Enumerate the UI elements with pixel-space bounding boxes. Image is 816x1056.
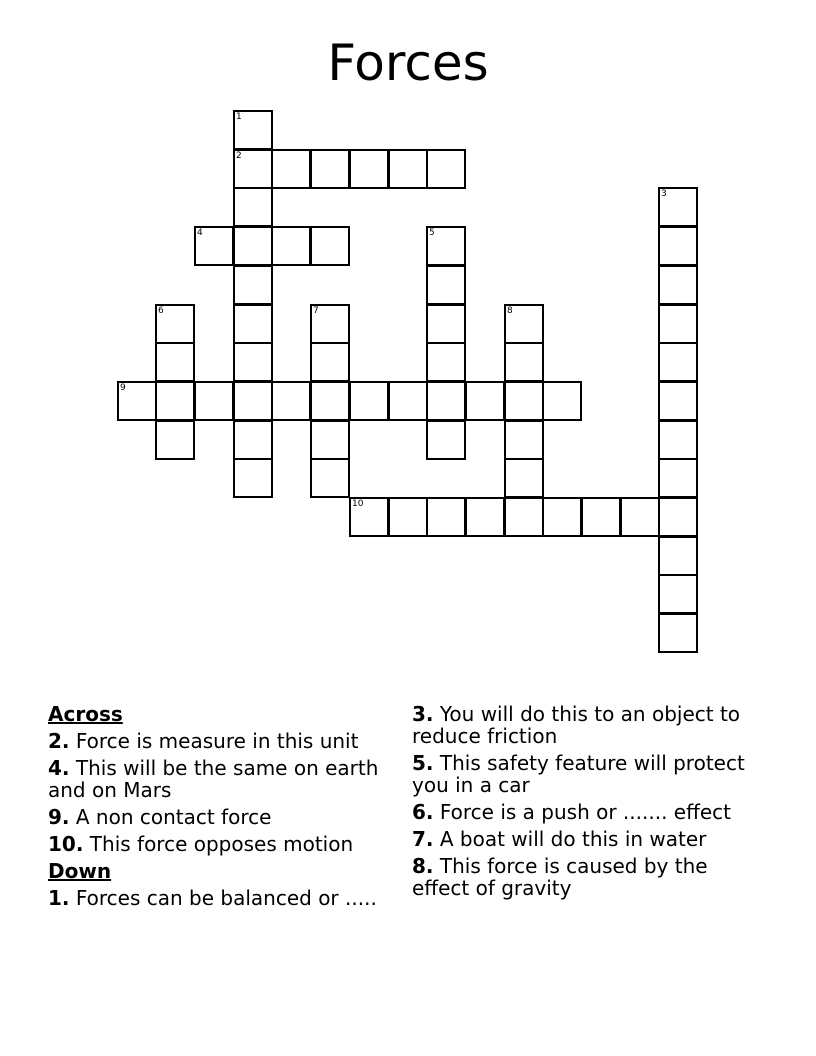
clue-number: 4. [48,756,70,780]
cell-number: 3 [661,189,667,199]
crossword-cell[interactable] [155,342,195,382]
clue-number: 8. [412,854,434,878]
crossword-cell[interactable] [233,187,273,227]
crossword-cell[interactable] [155,381,195,421]
crossword-cell[interactable] [658,226,698,266]
cell-number: 9 [120,383,126,393]
clue-text: This will be the same on earth and on Mars [48,756,379,802]
clue-text: This force is caused by the effect of gravity [412,854,708,900]
crossword-cell[interactable] [233,149,273,189]
clue-item [48,806,393,828]
crossword-cell[interactable] [504,420,544,460]
clue-number: 3. [412,702,434,726]
clue-text: Force is a push or ....... effect [433,800,732,824]
clue-number: 5. [412,751,434,775]
cell-number: 4 [197,228,203,238]
cell-number: 8 [507,306,513,316]
clue-item [48,887,393,909]
crossword-cell[interactable] [658,613,698,653]
clue-item [412,828,762,850]
clue-number: 7. [412,827,434,851]
crossword-cell[interactable] [271,381,311,421]
cell-number: 10 [352,499,364,509]
crossword-cell[interactable] [542,381,582,421]
across-heading: Across [48,702,123,726]
crossword-cell[interactable] [233,304,273,344]
crossword-cell[interactable] [426,304,466,344]
crossword-cell[interactable] [117,381,157,421]
crossword-cell[interactable] [658,497,698,537]
crossword-cell[interactable] [271,226,311,266]
crossword-cell[interactable] [388,381,428,421]
across-clue-list [48,730,393,855]
clue-item [48,833,393,855]
clue-item [48,730,393,752]
crossword-cell[interactable] [310,381,350,421]
clue-text: A boat will do this in water [433,827,707,851]
crossword-cell[interactable] [658,304,698,344]
crossword-cell[interactable] [194,226,234,266]
clue-text: Forces can be balanced or ..... [69,886,377,910]
clues-right-column [412,703,762,904]
cell-number: 2 [236,151,242,161]
clue-number: 6. [412,800,434,824]
crossword-cell[interactable] [271,149,311,189]
crossword-cell[interactable] [233,265,273,305]
crossword-cell[interactable] [155,304,195,344]
crossword-cell[interactable] [426,420,466,460]
crossword-cell[interactable] [658,420,698,460]
clues-left-column [48,703,393,914]
crossword-cell[interactable] [581,497,621,537]
crossword-cell[interactable] [658,342,698,382]
clue-item [412,752,762,796]
clue-text: This force opposes motion [83,832,354,856]
crossword-cell[interactable] [388,497,428,537]
clue-number: 9. [48,805,70,829]
crossword-cell[interactable] [233,458,273,498]
clue-text: A non contact force [69,805,272,829]
crossword-cell[interactable] [465,497,505,537]
crossword-cell[interactable] [504,497,544,537]
cell-number: 1 [236,112,242,122]
cell-number: 7 [313,306,319,316]
crossword-cell[interactable] [658,187,698,227]
crossword-cell[interactable] [542,497,582,537]
crossword-cell[interactable] [426,381,466,421]
crossword-cell[interactable] [426,342,466,382]
crossword-cell[interactable] [155,420,195,460]
crossword-cell[interactable] [233,110,273,150]
page-title: Forces [327,34,489,92]
clue-text: This safety feature will protect you in a car [412,751,745,797]
crossword-cell[interactable] [233,381,273,421]
down-heading: Down [48,859,112,883]
cell-number: 6 [158,306,164,316]
down-clue-list-continued [412,703,762,899]
cell-number: 5 [429,228,435,238]
crossword-cell[interactable] [233,420,273,460]
clue-text: You will do this to an object to reduce friction [412,702,741,748]
crossword-cell[interactable] [658,536,698,576]
crossword-cell[interactable] [310,304,350,344]
clue-item [412,855,762,899]
crossword-cell[interactable] [349,497,389,537]
clue-item [412,703,762,747]
crossword-cell[interactable] [658,574,698,614]
crossword-cell[interactable] [465,381,505,421]
crossword-cell[interactable] [349,381,389,421]
clue-number: 2. [48,729,70,753]
clue-text: Force is measure in this unit [69,729,359,753]
crossword-cell[interactable] [310,226,350,266]
crossword-cell[interactable] [658,265,698,305]
crossword-cell[interactable] [504,342,544,382]
crossword-cell[interactable] [504,458,544,498]
crossword-cell[interactable] [310,420,350,460]
crossword-cell[interactable] [426,226,466,266]
crossword-cell[interactable] [504,304,544,344]
crossword-cell[interactable] [349,149,389,189]
clue-item [412,801,762,823]
crossword-cell[interactable] [194,381,234,421]
crossword-cell[interactable] [658,381,698,421]
crossword-cell[interactable] [426,497,466,537]
crossword-cell[interactable] [504,381,544,421]
crossword-cell[interactable] [310,458,350,498]
crossword-cell[interactable] [658,458,698,498]
crossword-cell[interactable] [620,497,660,537]
crossword-cell[interactable] [233,226,273,266]
crossword-cell[interactable] [310,149,350,189]
crossword-cell[interactable] [426,265,466,305]
crossword-cell[interactable] [426,149,466,189]
down-clue-list [48,887,393,909]
clue-number: 10. [48,832,84,856]
clue-item [48,757,393,801]
crossword-cell[interactable] [388,149,428,189]
crossword-cell[interactable] [233,342,273,382]
crossword-cell[interactable] [310,342,350,382]
clue-number: 1. [48,886,70,910]
